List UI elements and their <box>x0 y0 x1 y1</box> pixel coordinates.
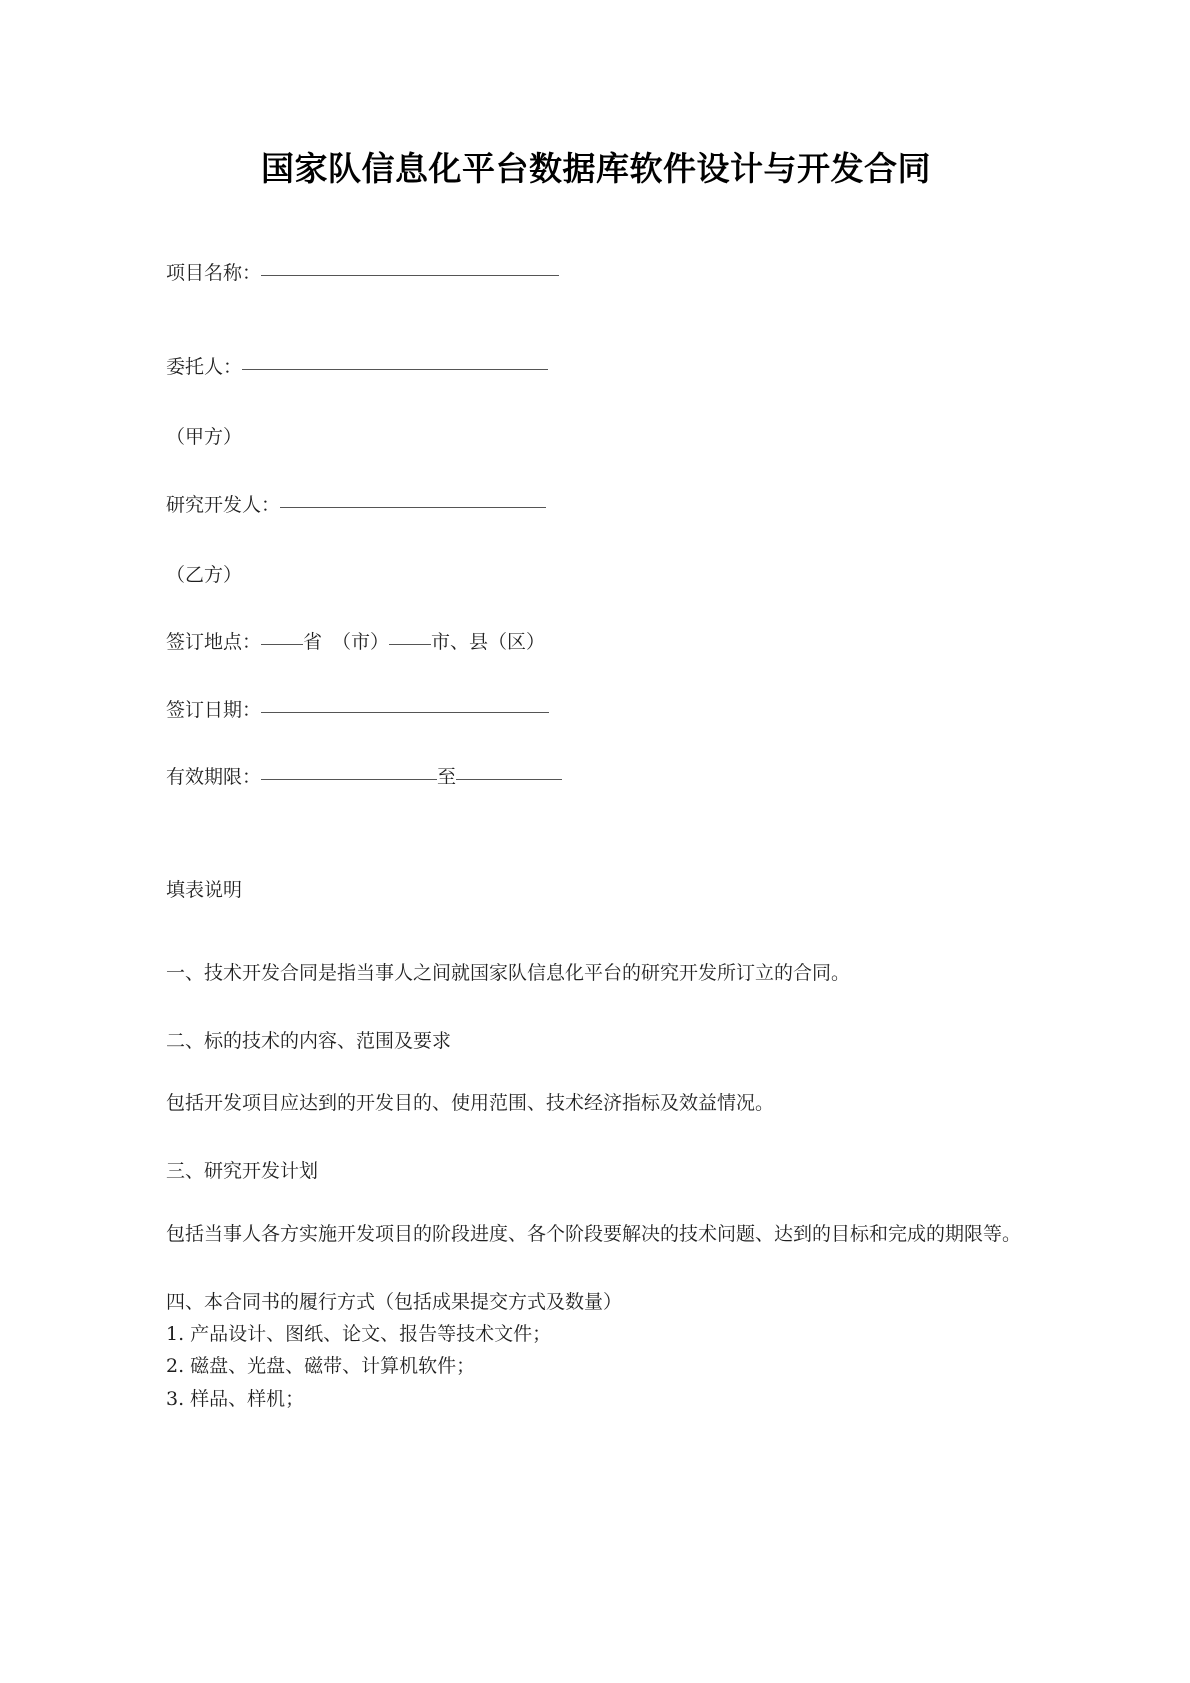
party-b-note: （乙方） <box>166 564 243 586</box>
field-city-blank[interactable] <box>389 644 431 645</box>
field-sign-place-label: 签订地点： <box>166 631 262 654</box>
document-body <box>166 0 1026 1415</box>
instruction-subitem-2: 2. 磁盘、光盘、磁带、计算机软件； <box>166 1355 476 1378</box>
field-sign-date-blank[interactable] <box>261 712 549 713</box>
field-developer-label: 研究开发人： <box>166 493 281 516</box>
field-sign-place-province-text: 省 <box>303 631 323 654</box>
field-sign-place-city-paren: （市） <box>332 631 390 654</box>
field-sign-date-label: 签订日期： <box>166 698 262 721</box>
field-developer <box>166 491 1026 520</box>
field-project-name <box>166 259 1026 288</box>
field-validity-start-blank[interactable] <box>261 779 437 780</box>
contract-form-fields <box>166 259 1026 793</box>
field-client <box>166 353 1026 382</box>
field-sign-date <box>166 696 1026 725</box>
field-client-blank[interactable] <box>242 369 548 370</box>
instruction-item-2-body: 包括开发项目应达到的开发目的、使用范围、技术经济指标及效益情况。 <box>166 1092 775 1115</box>
instruction-item-3-title: 三、研究开发计划 <box>166 1160 319 1183</box>
instruction-item-1: 一、技术开发合同是指当事人之间就国家队信息化平台的研究开发所订立的合同。 <box>166 962 851 985</box>
field-validity-period <box>166 763 1026 792</box>
party-a-note: （甲方） <box>166 426 243 449</box>
field-sign-place-county-text: 市、县（区） <box>431 631 546 654</box>
instruction-item-2-title: 二、标的技术的内容、范围及要求 <box>166 1029 452 1052</box>
field-validity-label: 有效期限： <box>166 766 262 789</box>
instruction-subitem-1: 1. 产品设计、图纸、论文、报告等技术文件； <box>166 1323 552 1346</box>
page-title: 国家队信息化平台数据库软件设计与开发合同 <box>261 149 931 188</box>
field-developer-blank[interactable] <box>280 507 546 508</box>
field-sign-place <box>166 628 1026 657</box>
field-project-name-blank[interactable] <box>261 275 559 276</box>
instruction-subitem-3: 3. 样品、样机； <box>166 1387 305 1410</box>
field-province-blank[interactable] <box>261 644 303 645</box>
instructions-heading: 填表说明 <box>166 878 243 901</box>
instruction-item-3-body: 包括当事人各方实施开发项目的阶段进度、各个阶段要解决的技术问题、达到的目标和完成的期限等。 <box>166 1222 1022 1245</box>
field-project-name-label: 项目名称： <box>166 262 262 285</box>
field-client-label: 委托人： <box>166 355 243 378</box>
field-validity-separator: 至 <box>437 766 457 789</box>
form-instructions-section <box>166 875 1026 1415</box>
instruction-item-4-title: 四、本合同书的履行方式（包括成果提交方式及数量） <box>166 1290 623 1313</box>
field-validity-end-blank[interactable] <box>456 779 562 780</box>
